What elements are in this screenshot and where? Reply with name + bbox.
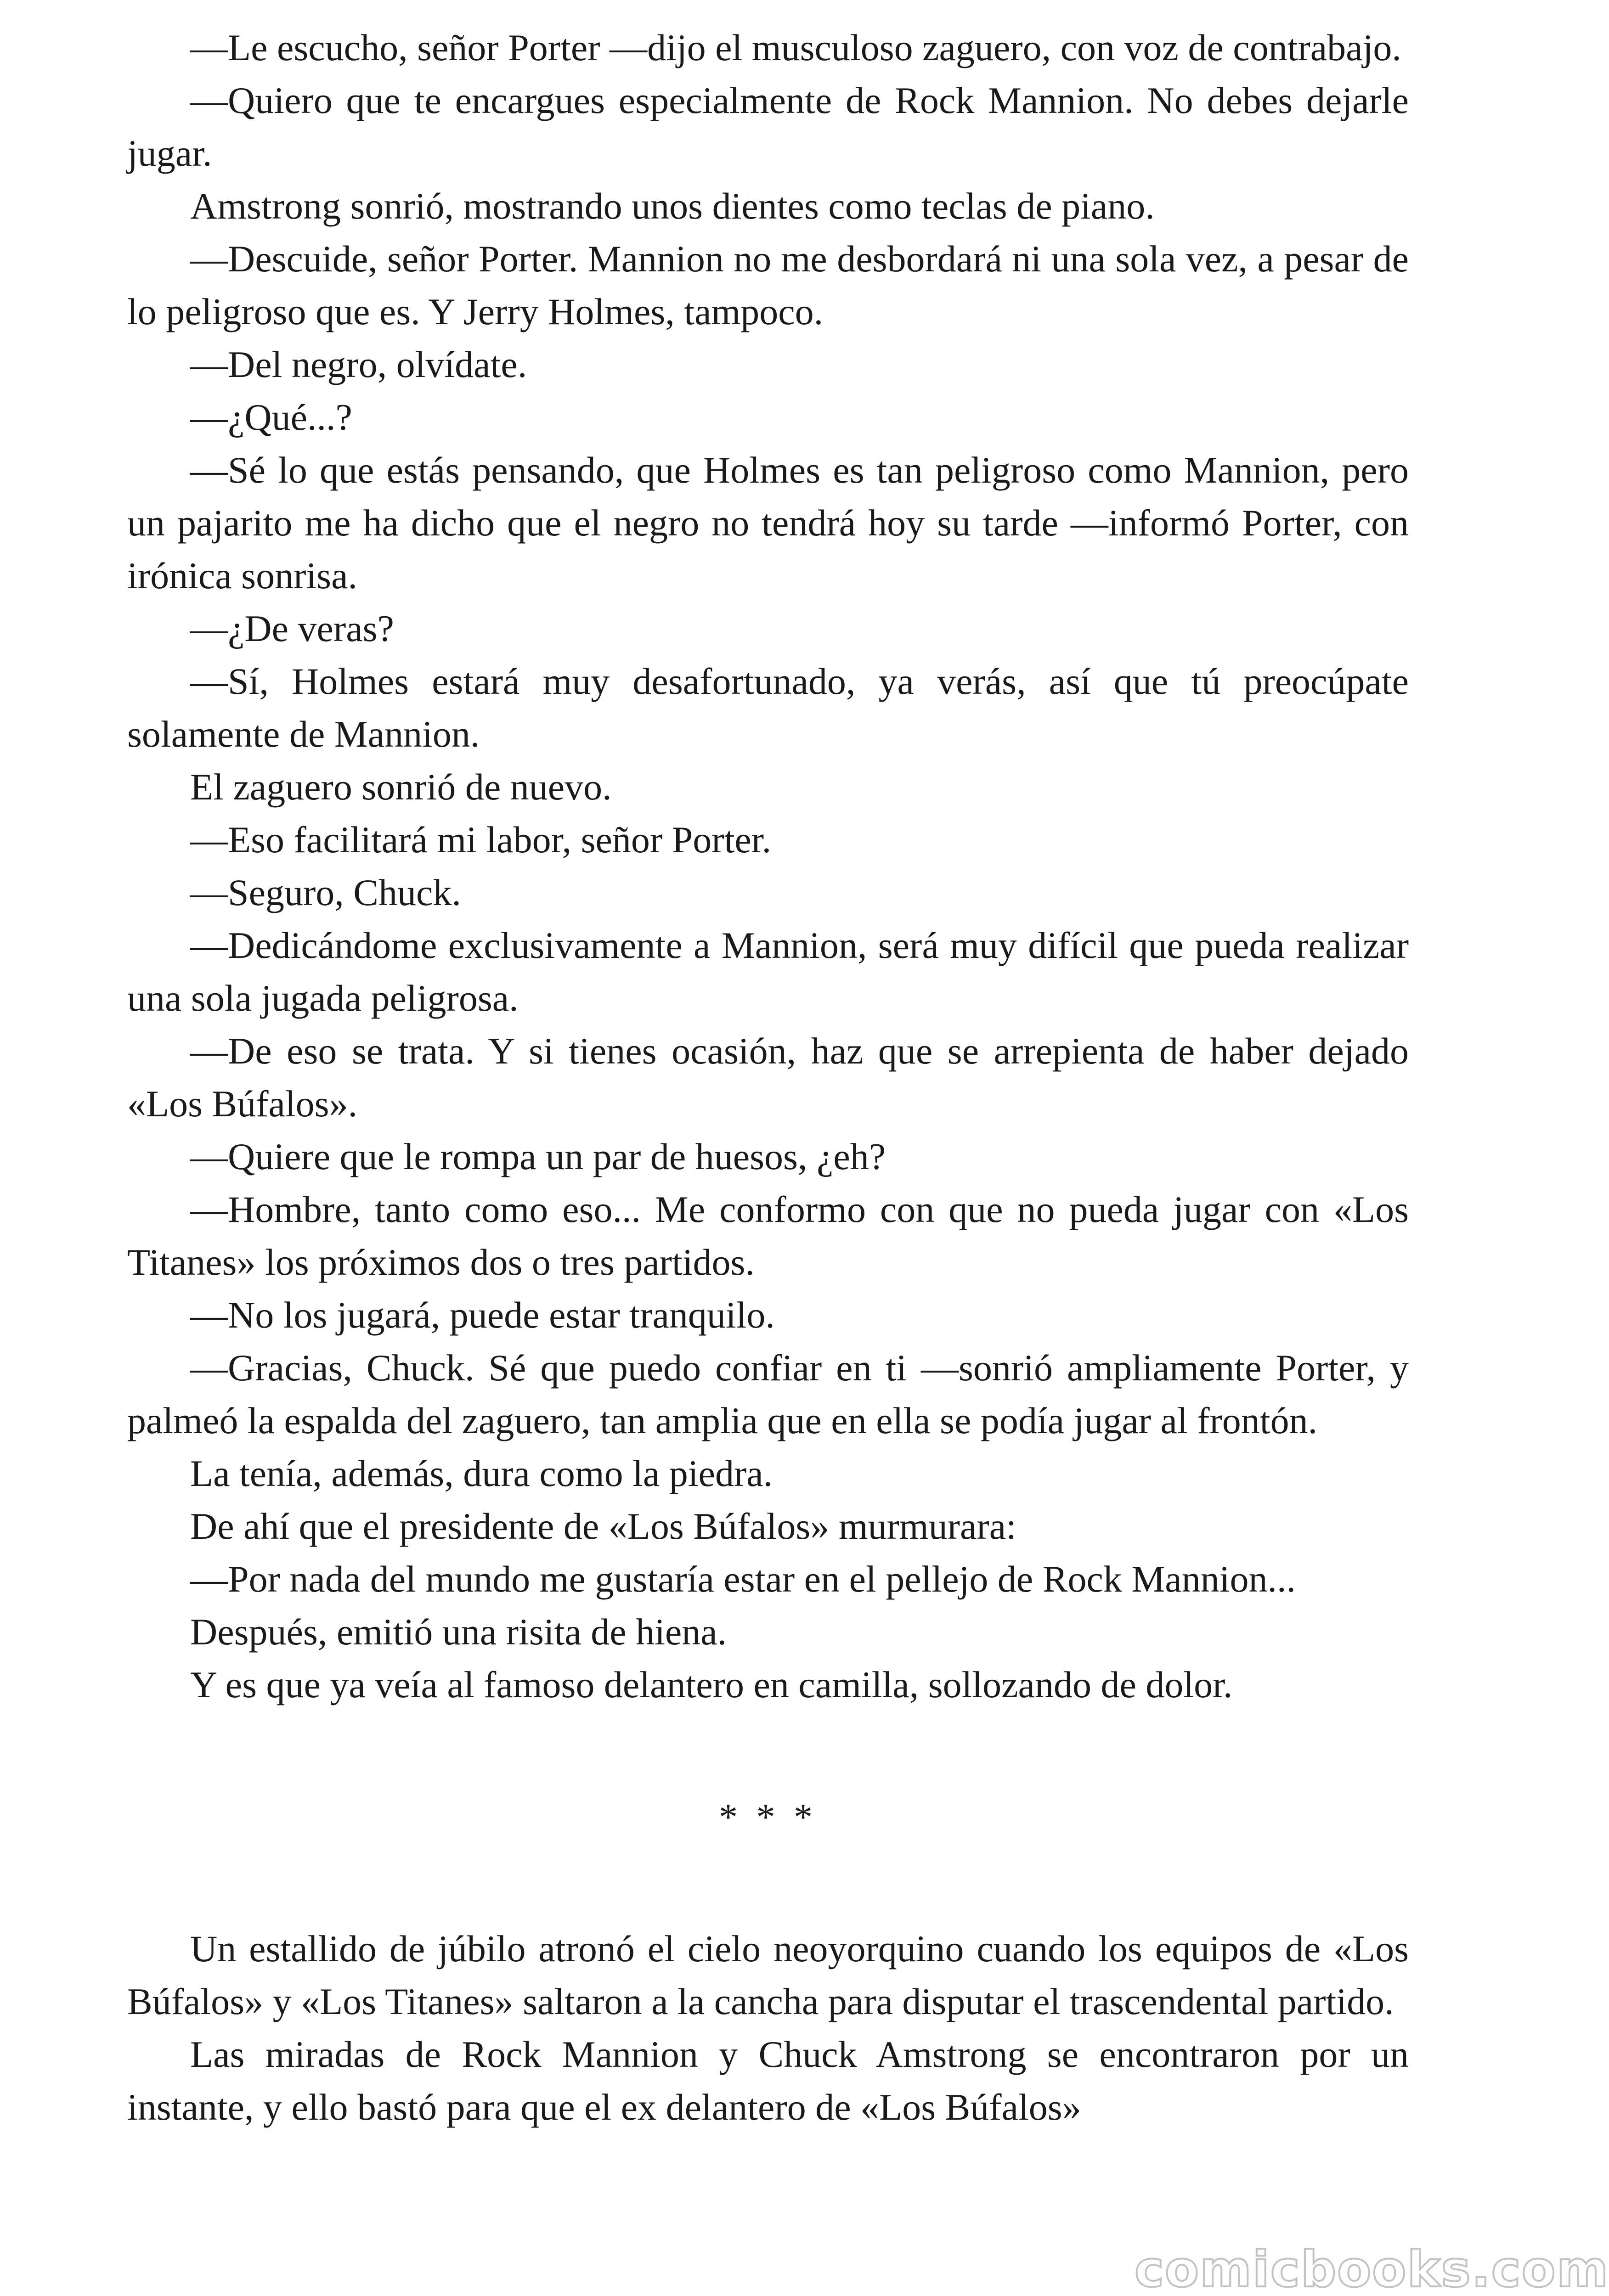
paragraph: —No los jugará, puede estar tranquilo. xyxy=(190,1294,775,1336)
paragraph: —¿De veras? xyxy=(190,608,394,649)
paragraph: La tenía, además, dura como la piedra. xyxy=(190,1452,773,1494)
paragraph: —Hombre, tanto como eso... Me conformo con que no pueda jugar con «Los Titanes» los próximos dos o tres partidos. xyxy=(127,1188,1409,1283)
paragraph: Amstrong sonrió, mostrando unos dientes como teclas de piano. xyxy=(190,185,1155,227)
paragraph: Las miradas de Rock Mannion y Chuck Amstrong se encontraron por un instante, y ello bastó para que el ex delantero de «Los Búfalos» xyxy=(127,2033,1409,2128)
paragraph: Un estallido de júbilo atronó el cielo neoyorquino cuando los equipos de «Los Búfalos» y «Los Titanes» saltaron a la cancha para disputar el trascendental partido. xyxy=(127,1928,1409,2022)
paragraph: Y es que ya veía al famoso delantero en camilla, sollozando de dolor. xyxy=(190,1664,1233,1705)
paragraph: —Descuide, señor Porter. Mannion no me desbordará ni una sola vez, a pesar de lo peligroso que es. Y Jerry Holmes, tampoco. xyxy=(127,238,1409,332)
paragraph: De ahí que el presidente de «Los Búfalos» murmurara: xyxy=(190,1505,1016,1547)
paragraph: —De eso se trata. Y si tienes ocasión, haz que se arrepienta de haber dejado «Los Búfalos». xyxy=(127,1030,1409,1125)
body-text xyxy=(127,21,1409,2133)
watermark-logo: comicbooks.com xyxy=(1135,2241,1609,2296)
paragraph: —Gracias, Chuck. Sé que puedo confiar en ti —sonrió ampliamente Porter, y palmeó la espalda del zaguero, tan amplia que en ella se podía jugar al frontón. xyxy=(127,1347,1409,1441)
paragraph: —¿Qué...? xyxy=(190,396,352,438)
paragraph: —Sí, Holmes estará muy desafortunado, ya verás, así que tú preocúpate solamente de Mannion. xyxy=(127,660,1409,755)
paragraph: —Le escucho, señor Porter —dijo el musculoso zaguero, con voz de contrabajo. xyxy=(190,27,1401,68)
paragraph: —Sé lo que estás pensando, que Holmes es tan peligroso como Mannion, pero un pajarito me ha dicho que el negro no tendrá hoy su tarde —informó Porter, con irónica sonrisa. xyxy=(127,449,1409,597)
scene-separator: * * * xyxy=(719,1795,817,1838)
paragraph: —Eso facilitará mi labor, señor Porter. xyxy=(190,819,772,861)
paragraph: —Quiero que te encargues especialmente de Rock Mannion. No debes dejarle jugar. xyxy=(127,79,1409,174)
paragraph: —Por nada del mundo me gustaría estar en el pellejo de Rock Mannion... xyxy=(190,1558,1296,1600)
paragraph: Después, emitió una risita de hiena. xyxy=(190,1611,727,1653)
paragraph: —Seguro, Chuck. xyxy=(190,872,461,913)
paragraph: El zaguero sonrió de nuevo. xyxy=(190,766,612,808)
paragraph: —Quiere que le rompa un par de huesos, ¿eh? xyxy=(190,1136,886,1177)
paragraph: —Del negro, olvídate. xyxy=(190,343,527,385)
paragraph: —Dedicándome exclusivamente a Mannion, será muy difícil que pueda realizar una sola jugada peligrosa. xyxy=(127,924,1409,1019)
